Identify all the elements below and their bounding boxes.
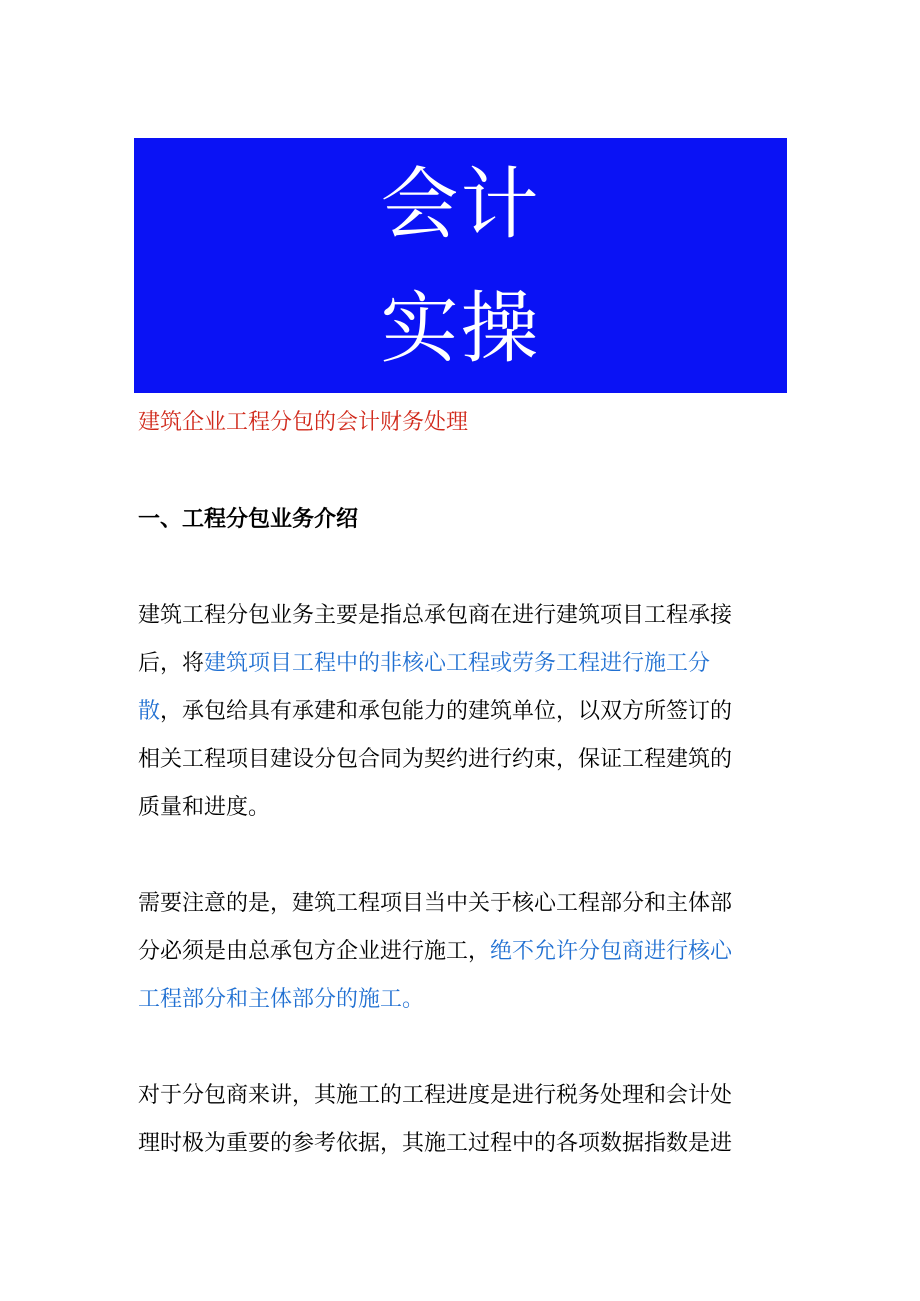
paragraph-line <box>138 784 778 832</box>
paragraph-line <box>138 1120 778 1168</box>
paragraph-line <box>138 688 778 736</box>
highlighted-text: 散 <box>138 699 161 724</box>
paragraph-line <box>138 928 778 976</box>
paragraph-2 <box>138 880 778 1024</box>
paragraph-line <box>138 1072 778 1120</box>
paragraph-line <box>138 592 778 640</box>
paragraph-3 <box>138 1072 778 1168</box>
banner-title-line2: 实操 <box>380 284 541 374</box>
text-run: 理时极为重要的参考依据，其施工过程中的各项数据指数是进 <box>138 1131 733 1156</box>
text-run: 质量和进度。 <box>138 795 271 820</box>
banner-title-line1: 会计 <box>380 160 541 250</box>
article-subtitle: 建筑企业工程分包的会计财务处理 <box>138 410 469 435</box>
paragraph-line <box>138 976 778 1024</box>
text-run: 相关工程项目建设分包合同为契约进行约束，保证工程建筑的 <box>138 747 733 772</box>
highlighted-text: 绝不允许分包商进行核心 <box>490 939 733 964</box>
text-run: 对于分包商来讲，其施工的工程进度是进行税务处理和会计处 <box>138 1083 733 1108</box>
text-run: 建筑工程分包业务主要是指总承包商在进行建筑项目工程承接 <box>138 603 733 628</box>
title-banner <box>134 138 787 393</box>
text-run: 需要注意的是，建筑工程项目当中关于核心工程部分和主体部 <box>138 891 733 916</box>
text-run: 分必须是由总承包方企业进行施工， <box>138 939 491 964</box>
section-heading: 一、工程分包业务介绍 <box>138 507 359 532</box>
paragraph-line <box>138 736 778 784</box>
paragraph-line <box>138 640 778 688</box>
text-run: 后，将 <box>138 651 205 676</box>
highlighted-text: 建筑项目工程中的非核心工程或劳务工程进行施工分 <box>204 651 711 676</box>
paragraph-line <box>138 880 778 928</box>
paragraph-1 <box>138 592 778 832</box>
text-run: ，承包给具有承建和承包能力的建筑单位，以双方所签订的 <box>160 699 733 724</box>
highlighted-text: 工程部分和主体部分的施工。 <box>138 987 425 1012</box>
